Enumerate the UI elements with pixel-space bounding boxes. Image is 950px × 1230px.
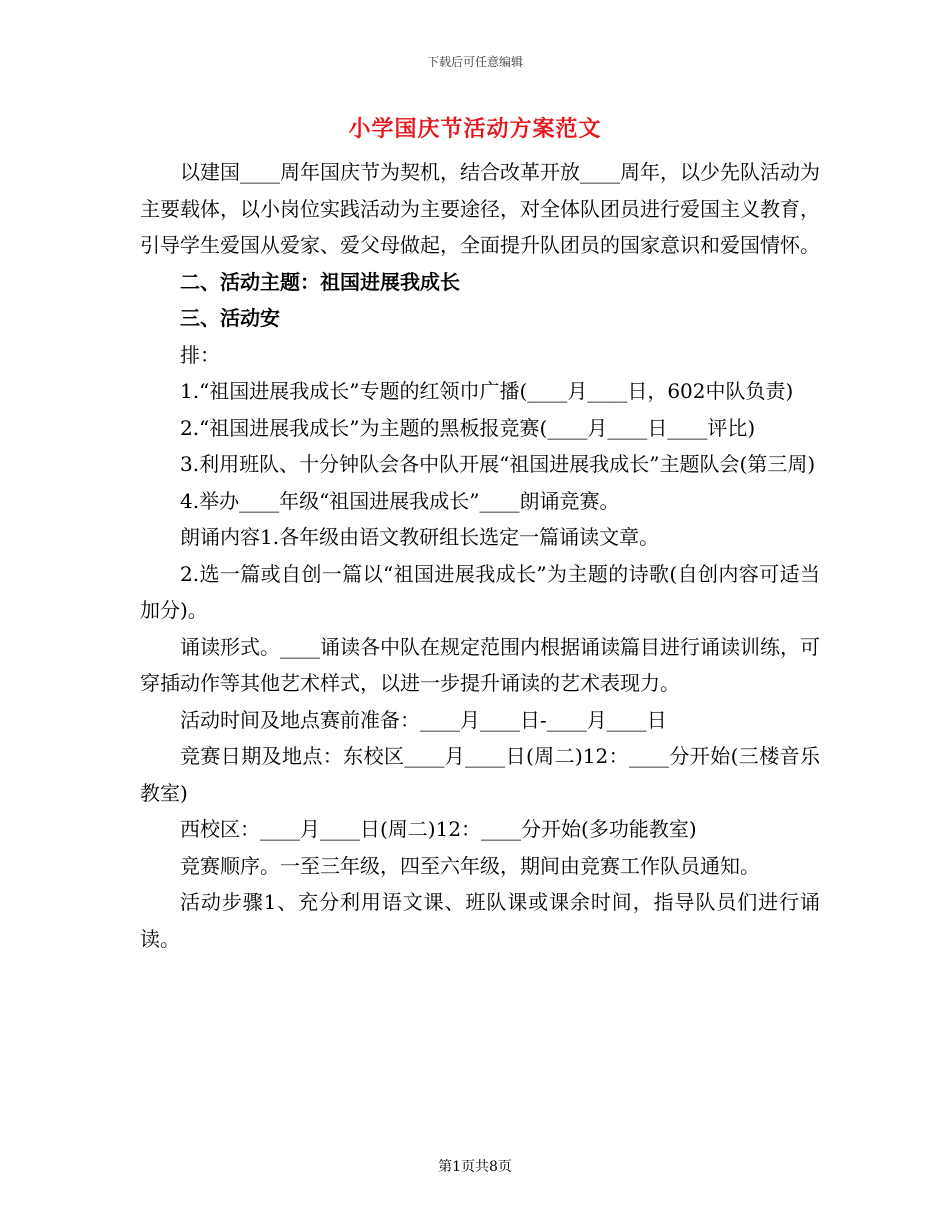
document-body: [140, 154, 820, 957]
paragraph-arrangement-cont: 排：: [180, 342, 220, 367]
paragraph-recital-content: 朗诵内容1.各年级由语文教研组长选定一篇诵读文章。: [180, 525, 660, 549]
header-note: 下载后可任意编辑: [426, 55, 523, 69]
paragraph-west-campus: 西校区：____月____日(周二)12：____分开始(多功能教室): [180, 817, 697, 841]
paragraph-east-campus: 竞赛日期及地点：东校区____月____日(周二)12：____分开始(三楼音乐教室): [140, 744, 820, 805]
list-item-4: 4.举办____年级“祖国进展我成长”____朗诵竞赛。: [180, 488, 620, 513]
paragraph-steps: 活动步骤1、充分利用语文课、班队课或课余时间，指导队员们进行诵读。: [140, 890, 820, 951]
paragraph-recital-content-2: 2.选一篇或自创一篇以“祖国进展我成长”为主题的诗歌(自创内容可适当加分)。: [140, 561, 820, 622]
document-title: 小学国庆节活动方案范文: [348, 116, 602, 142]
list-item-2: 2.“祖国进展我成长”为主题的黑板报竞赛(____月____日____评比): [180, 415, 756, 440]
page-number: 第1页共8页: [438, 1159, 512, 1175]
list-item-3: 3.利用班队、十分钟队会各中队开展“祖国进展我成长”主题队会(第三周): [180, 452, 816, 476]
section-heading-theme: 二、活动主题：祖国进展我成长: [180, 269, 460, 294]
paragraph-intro: 以建国____周年国庆节为契机，结合改革开放____周年，以少先队活动为主要载体，以小岗位实践活动为主要途径，对全体队团员进行爱国主义教育，引导学生爱国从爱家、爱父母做起，全面提升队团员的国家意识和爱国情怀。: [140, 160, 820, 257]
list-item-1: 1.“祖国进展我成长”专题的红领巾广播(____月____日，602中队负责): [180, 379, 794, 403]
paragraph-activity-time: 活动时间及地点赛前准备：____月____日-____月____日: [180, 707, 667, 732]
section-heading-arrangement: 三、活动安: [180, 306, 280, 330]
paragraph-recital-form: 诵读形式。____诵读各中队在规定范围内根据诵读篇目进行诵读训练，可穿插动作等其他艺术样式，以进一步提升诵读的艺术表现力。: [140, 634, 820, 695]
paragraph-order: 竞赛顺序。一至三年级，四至六年级，期间由竞赛工作队员通知。: [180, 853, 760, 878]
